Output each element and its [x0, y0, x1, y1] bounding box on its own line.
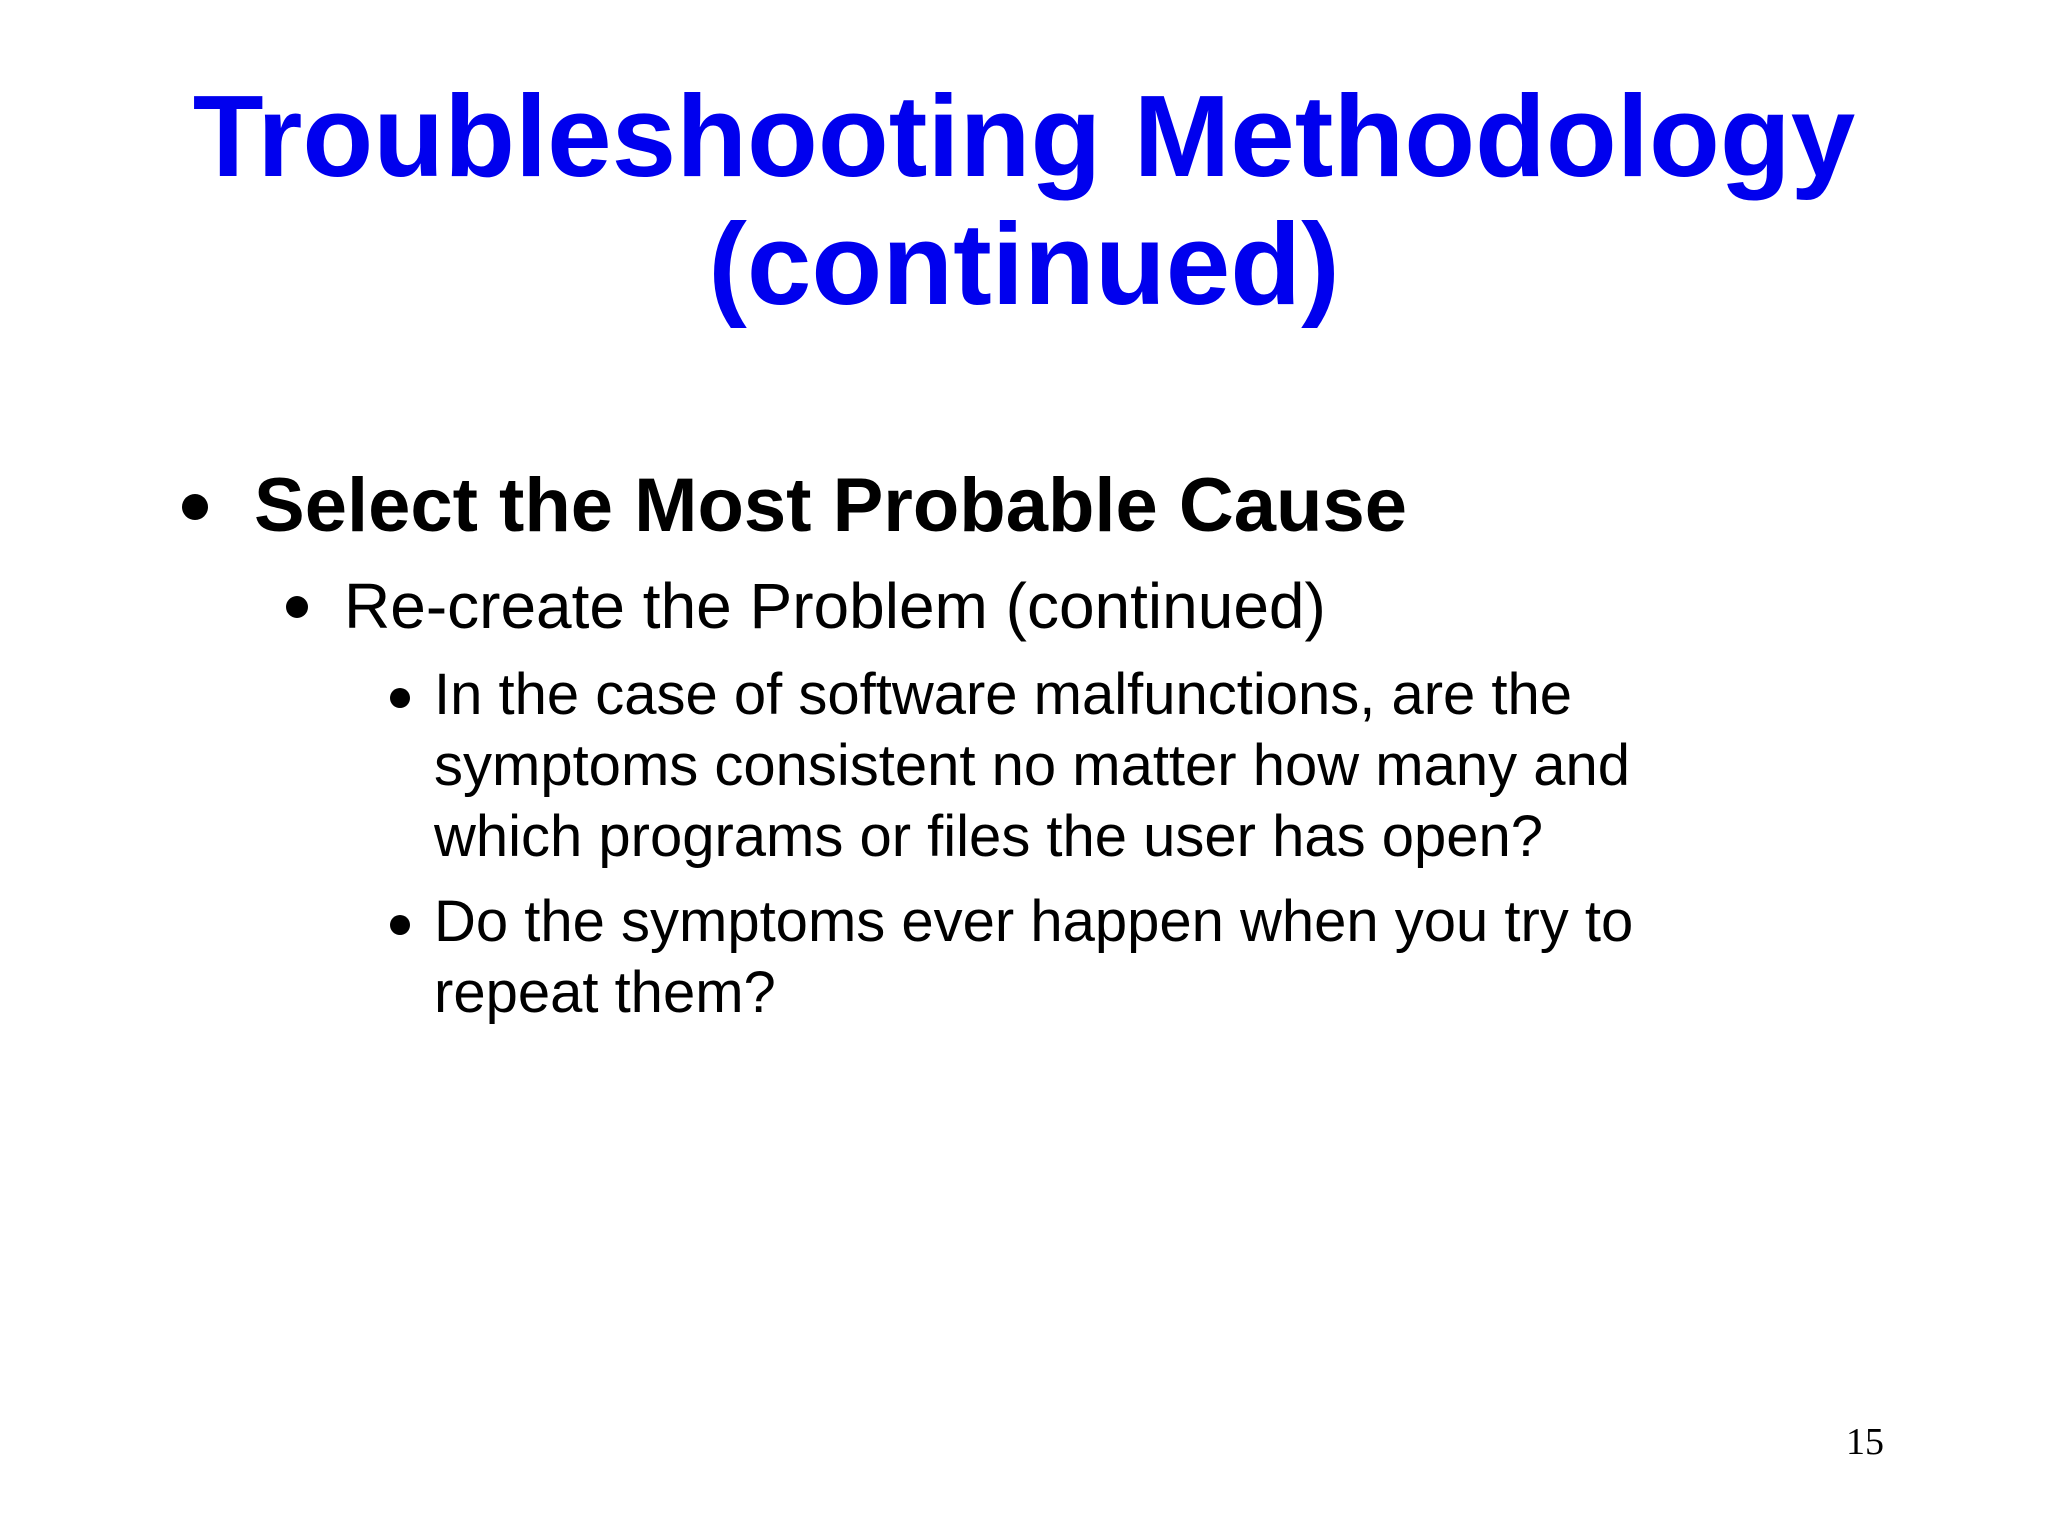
- bullet-level3-text: In the case of software malfunctions, are the symptoms consistent no matter how many and which programs or files the user has open?: [434, 662, 1630, 869]
- bullet-dot-level3: [390, 688, 410, 708]
- slide-title-line-1: Troubleshooting Methodology: [192, 71, 1856, 201]
- bullet-dot-level1: [182, 494, 208, 520]
- slide-title: [0, 72, 2048, 328]
- bullet-level2-text: Re-create the Problem (continued): [344, 570, 1326, 642]
- bullet-level1-text: Select the Most Probable Cause: [254, 463, 1407, 548]
- bullet-level3-text: Do the symptoms ever happen when you try to repeat them?: [434, 889, 1634, 1025]
- bullet-dot-level3: [390, 915, 410, 935]
- slide-title-line-2: (continued): [708, 199, 1340, 329]
- bullet-dot-level2: [286, 596, 308, 618]
- page-number: 15: [1846, 1421, 1884, 1463]
